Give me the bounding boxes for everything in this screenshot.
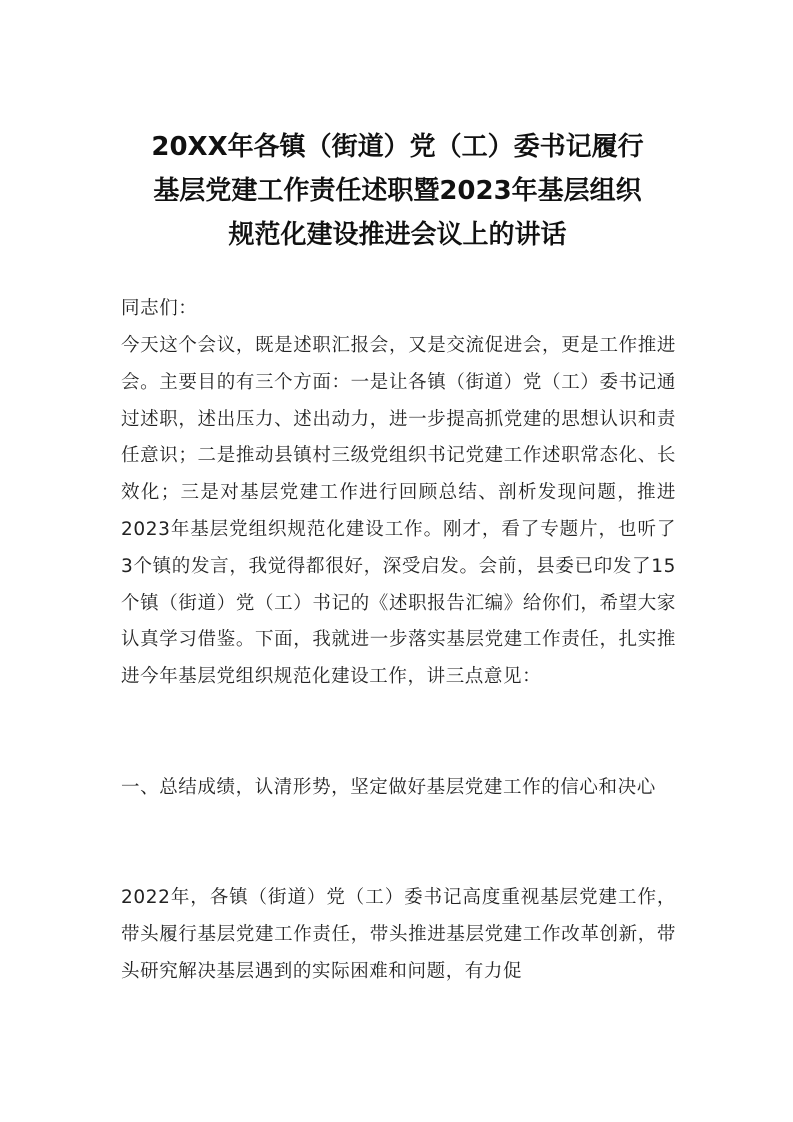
document-title-line-3: 规范化建设推进会议上的讲话	[228, 220, 567, 250]
document-title-line-2: 基层党建工作责任述职暨2023年基层组织	[153, 176, 642, 206]
paragraph-opening: 今天这个会议，既是述职汇报会，又是交流促进会，更是工作推进会。主要目的有三个方面：一是让各镇（街道）党（工）委书记通过述职，述出压力、述出动力，进一步提高抓党建的思想认识和责任意识；二是推动县镇村三级党组织书记党建工作述职常态化、长效化；三是对基层党建工作进行回顾总结、剖析发现问题，推进2023年基层党组织规范化建设工作。刚才，看了专题片，也听了3个镇的发言，我觉得都很好，深受启发。会前，县委已印发了15个镇（街道）党（工）书记的《述职报告汇编》给你们，希望大家认真学习借鉴。下面，我就进一步落实基层党建工作责任，扎实推进今年基层党组织规范化建设工作，讲三点意见：	[121, 335, 676, 688]
paragraph-2022-review: 2022年，各镇（街道）党（工）委书记高度重视基层党建工作，带头履行基层党建工作责任，带头推进基层党建工作改革创新，带头研究解决基层遇到的实际困难和问题，有力促	[121, 887, 676, 982]
section-heading-1: 一、总结成绩，认清形势，坚定做好基层党建工作的信心和决心	[121, 777, 656, 798]
salutation: 同志们：	[121, 298, 198, 319]
document-title-line-1: 20XX年各镇（街道）党（工）委书记履行	[151, 132, 644, 162]
